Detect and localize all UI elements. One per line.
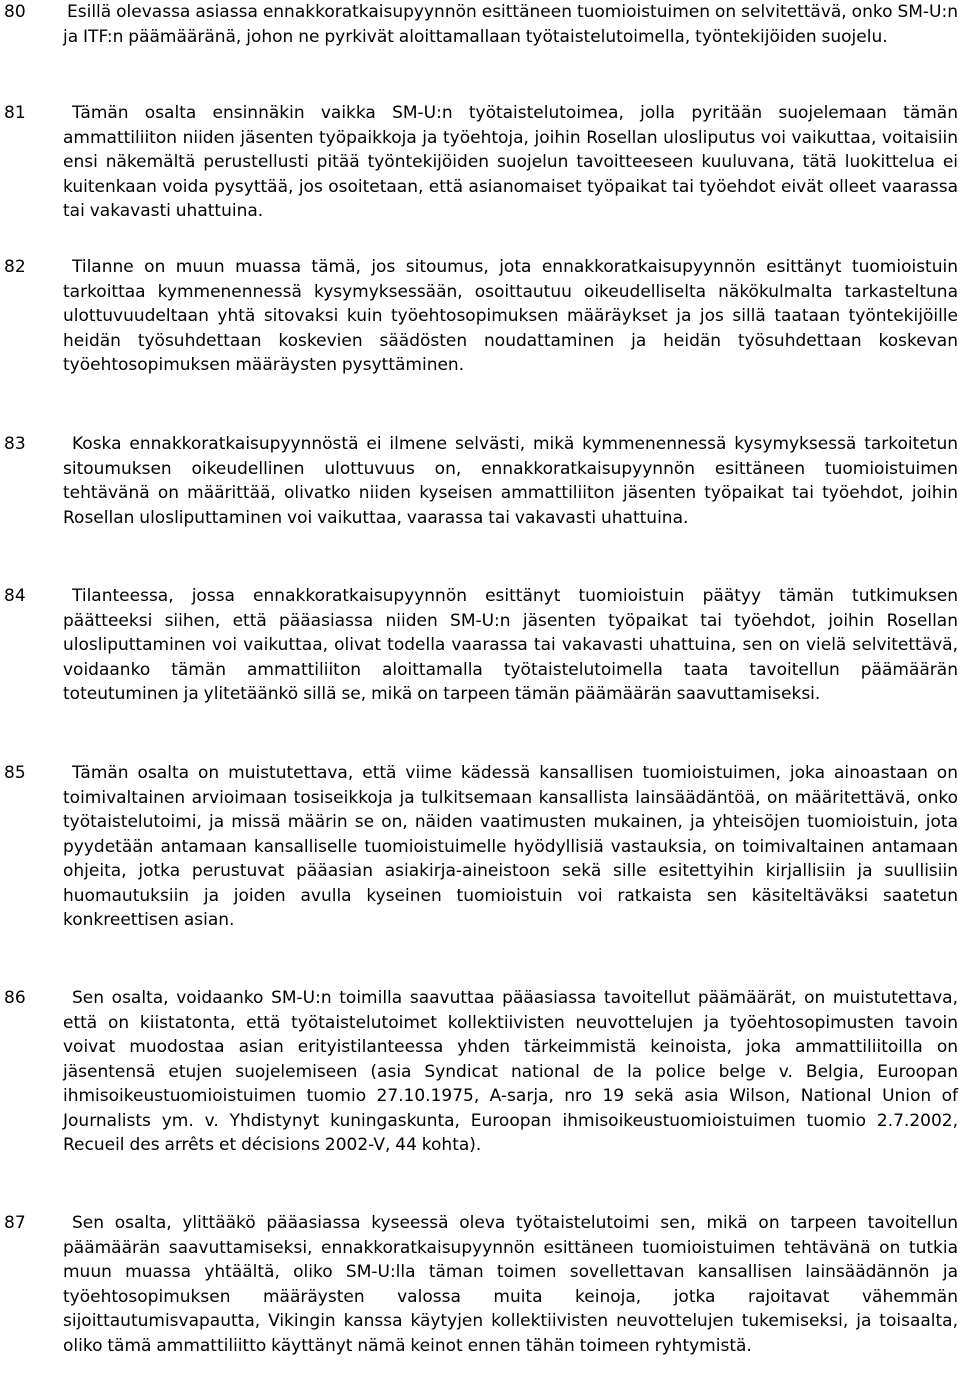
paragraph-text: Tilanne on muun muassa tämä, jos sitoumus, jota ennakkoratkaisupyynnön esittänyt tuomioistuin tarkoittaa kymmenennessä kysymyksessään, osoittautuu oikeudelliselta näkökulmalta tarkasteltuna ulottuvuudeltaan yhtä sitovaksi kuin työehtosopimuksen määräykset ja jos sillä taataan työntekijöille heidän työsuhdettaan koskevien säädösten noudattaminen ja heidän työsuhdettaan koskevan työehtosopimuksen määräysten pysyttäminen. bbox=[63, 257, 958, 375]
paragraph-number: 83 bbox=[4, 434, 26, 454]
paragraph-number: 84 bbox=[4, 586, 26, 606]
paragraph-number: 81 bbox=[4, 103, 26, 123]
paragraph-84 bbox=[0, 584, 960, 707]
paragraph-85 bbox=[0, 761, 960, 933]
paragraph-text: Sen osalta, ylittääkö pääasiassa kyseessä oleva työtaistelutoimi sen, mikä on tarpeen tavoitellun päämäärän saavuttamiseksi, ennakkoratkaisupyynnön esittäneen tuomioistuimen tehtävänä on tutkia muun muassa yhtäältä, oliko SM-U:lla täman toimen sovellettavan kansallisen lainsäädännön ja työehtosopimuksen määräysten valossa muita keinoja, jotka rajoitavat vähemmän sijoittautumisvapautta, Vikingin kanssa käytyjen kollektiivisten neuvottelujen tukemiseksi, ja toisaalta, oliko tämä ammattiliitto käyttänyt nämä keinot ennen tähän toimeen ryhtymistä. bbox=[63, 1213, 958, 1356]
paragraph-text: Tämän osalta on muistutettava, että viime kädessä kansallisen tuomioistuimen, joka ainoastaan on toimivaltainen arvioimaan tosiseikkoja ja tulkitsemaan kansallista lainsäädäntöä, on määritettävä, onko työtaistelutoimi, ja missä määrin se on, näiden vaatimusten mukainen, ja yhteisöjen tuomioistuin, jota pyydetään antamaan kansalliselle tuomioistuimelle hyödyllisiä vastauksia, on toimivaltainen antamaan ohjeita, jotka perustuvat pääasian asiakirja-aineistoon sekä sille esitettyihin kirjallisiin ja suullisiin huomautuksiin ja joiden avulla kyseinen tuomioistuin voi ratkaista sen käsiteltäväksi saatetun konkreettisen asian. bbox=[63, 763, 958, 930]
paragraph-number: 80 bbox=[4, 2, 26, 22]
paragraph-number: 86 bbox=[4, 988, 26, 1008]
paragraph-80 bbox=[0, 0, 960, 49]
paragraph-number: 87 bbox=[4, 1213, 26, 1233]
paragraph-81 bbox=[0, 101, 960, 224]
paragraph-number: 85 bbox=[4, 763, 26, 783]
paragraph-text: Tämän osalta ensinnäkin vaikka SM-U:n työtaistelutoimea, jolla pyritään suojelemaan tämän ammattiliiton niiden jäsenten työpaikkoja ja työehtoja, joihin Rosellan ulosliputus voi vaikuttaa, voitaisiin ensi näkemältä perustellusti pitää työntekijöiden suojelun tavoitteeseen kuuluvana, tätä luokittelua ei kuitenkaan voida pysyttää, jos osoitetaan, että asianomaiset työpaikat tai työehdot eivät olleet vaarassa tai vakavasti uhattuina. bbox=[63, 103, 958, 221]
paragraph-text: Esillä olevassa asiassa ennakkoratkaisupyynnön esittäneen tuomioistuimen on selvitettävä, onko SM-U:n ja ITF:n päämääränä, johon ne pyrkivät aloittamallaan työtaistelutoimella, työntekijöiden suojelu. bbox=[63, 2, 958, 47]
paragraph-86 bbox=[0, 986, 960, 1158]
paragraph-text: Koska ennakkoratkaisupyynnöstä ei ilmene selvästi, mikä kymmenennessä kysymyksessä tarkoitetun sitoumuksen oikeudellinen ulottuvuus on, ennakkoratkaisupyynnön esittäneen tuomioistuimen tehtävänä on määrittää, olivatko niiden kyseisen ammattiliiton jäsenten työpaikat tai työehdot, joihin Rosellan ulosliputtaminen voi vaikuttaa, vaarassa tai vakavasti uhattuina. bbox=[63, 434, 958, 528]
paragraph-text: Tilanteessa, jossa ennakkoratkaisupyynnön esittänyt tuomioistuin päätyy tämän tutkimuksen päätteeksi siihen, että pääasiassa niiden SM-U:n jäsenten työpaikat tai työehdot, joihin Rosellan ulosliputtaminen voi vaikuttaa, olivat todella vaarassa tai vakavasti uhattuina, sen on vielä selvitettävä, voidaanko tämän ammattiliiton aloittamalla työtaistelutoimella taata tavoitellun päämäärän toteutuminen ja ylitetäänkö sillä se, mikä on tarpeen tämän päämäärän saavuttamiseksi. bbox=[63, 586, 958, 704]
paragraph-number: 82 bbox=[4, 257, 26, 277]
paragraph-83 bbox=[0, 432, 960, 530]
paragraph-87 bbox=[0, 1211, 960, 1358]
paragraph-82 bbox=[0, 255, 960, 378]
paragraph-text: Sen osalta, voidaanko SM-U:n toimilla saavuttaa pääasiassa tavoitellut päämäärät, on muistutettava, että on kiistatonta, että työtaistelutoimet kollektiivisten neuvottelujen ja työehtosopimusten tavoin voivat muodostaa asian erityistilanteessa yhden tärkeimmistä keinoista, joka ammattiliitoilla on jäsentensä etujen suojelemiseen (asia Syndicat national de la police belge v. Belgia, Euroopan ihmisoikeustuomioistuimen tuomio 27.10.1975, A-sarja, nro 19 sekä asia Wilson, National Union of Journalists ym. v. Yhdistynyt kuningaskunta, Euroopan ihmisoikeustuomioistuimen tuomio 2.7.2002, Recueil des arrêts et décisions 2002-V, 44 kohta). bbox=[63, 988, 958, 1155]
